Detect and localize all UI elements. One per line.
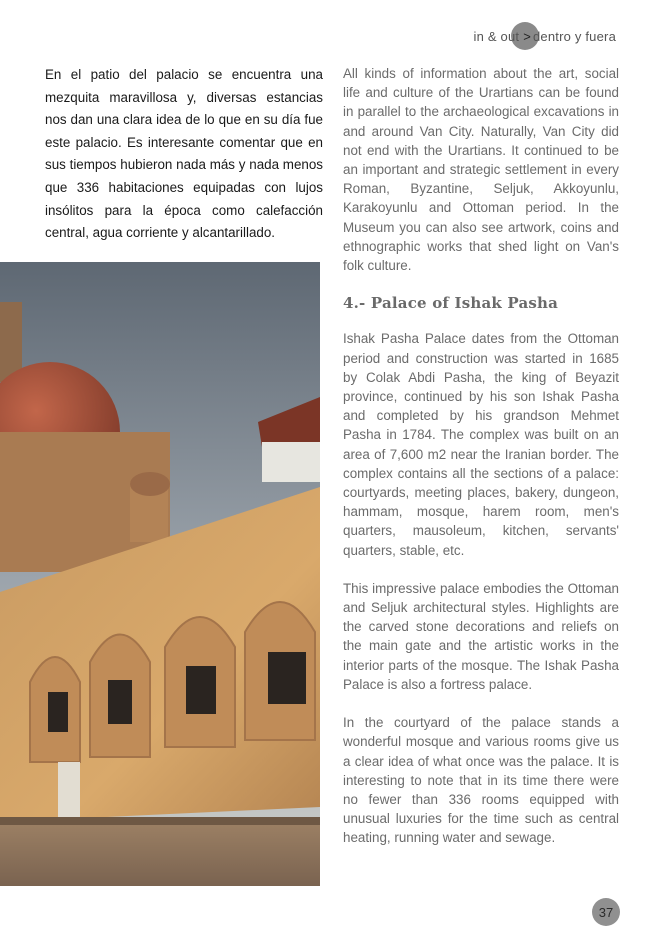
page-number: 37: [598, 904, 614, 920]
palace-illustration: [0, 262, 320, 886]
palace-history-paragraph: Ishak Pasha Palace dates from the Ottoman period and construction was started in 1685 by Colak Abdi Pasha, the king of Beyazit province, continued by his son Ishak Pasha and completed by his grandson Mehmet Pasha in 1784. The complex was built on an area of 7,600 m2 near the Iranian border. The complex contains all the sections of a palace: courtyards, meeting places, bakery, dungeon, hammam, mosque, harem room, men's quarters, mausoleum, kitchen, servants' quarters, stable, etc.: [343, 331, 619, 558]
running-header: [474, 22, 617, 50]
section-heading: 4.- Palace of Ishak Pasha: [343, 294, 559, 313]
architecture-paragraph: This impressive palace embodies the Ottoman and Seljuk architectural styles. Highlights are the carved stone decorations and reliefs on the main gate and the artistic works in the interior parts of the mosque. The Ishak Pasha Palace is also a fortress palace.: [343, 580, 619, 692]
page-number-badge: [592, 898, 620, 926]
intro-paragraph: All kinds of information about the art, social life and culture of the Urartians can be found in parallel to the archaeological excavations in and around Van City. Naturally, Van City did not end with the Urartians. It continued to be an important and strategic settlement in every Roman, Byzantine, Seljuk, Akkoyunlu, Karakoyunlu and Ottoman period. In the Museum you can also see artwork, coins and ethnographic works that shed light on Van's folk culture.: [343, 66, 619, 274]
right-column: [343, 64, 619, 867]
courtyard-paragraph: In the courtyard of the palace stands a wonderful mosque and various rooms give us a clear idea of what once was the palace. It is interesting to note that in its time there were no fewer than 336 rooms equipped with unusual luxuries for the time such as central heating, running water and sewage.: [343, 715, 619, 846]
header-separator: >: [523, 28, 531, 44]
header-left-text: in & out: [473, 28, 520, 44]
header-right-text: dentro y fuera: [532, 28, 616, 44]
palace-photo: [0, 262, 320, 886]
spanish-paragraph: En el patio del palacio se encuentra una mezquita maravillosa y, diversas estancias nos dan una clara idea de lo que en su día fue este palacio. Es interesante comentar que en sus tiempos hubieron nada más y nada menos que 336 habitaciones equipadas con lujos insólitos para la época como calefacción central, agua corriente y alcantarillado.: [45, 67, 323, 241]
left-column: [45, 64, 323, 245]
